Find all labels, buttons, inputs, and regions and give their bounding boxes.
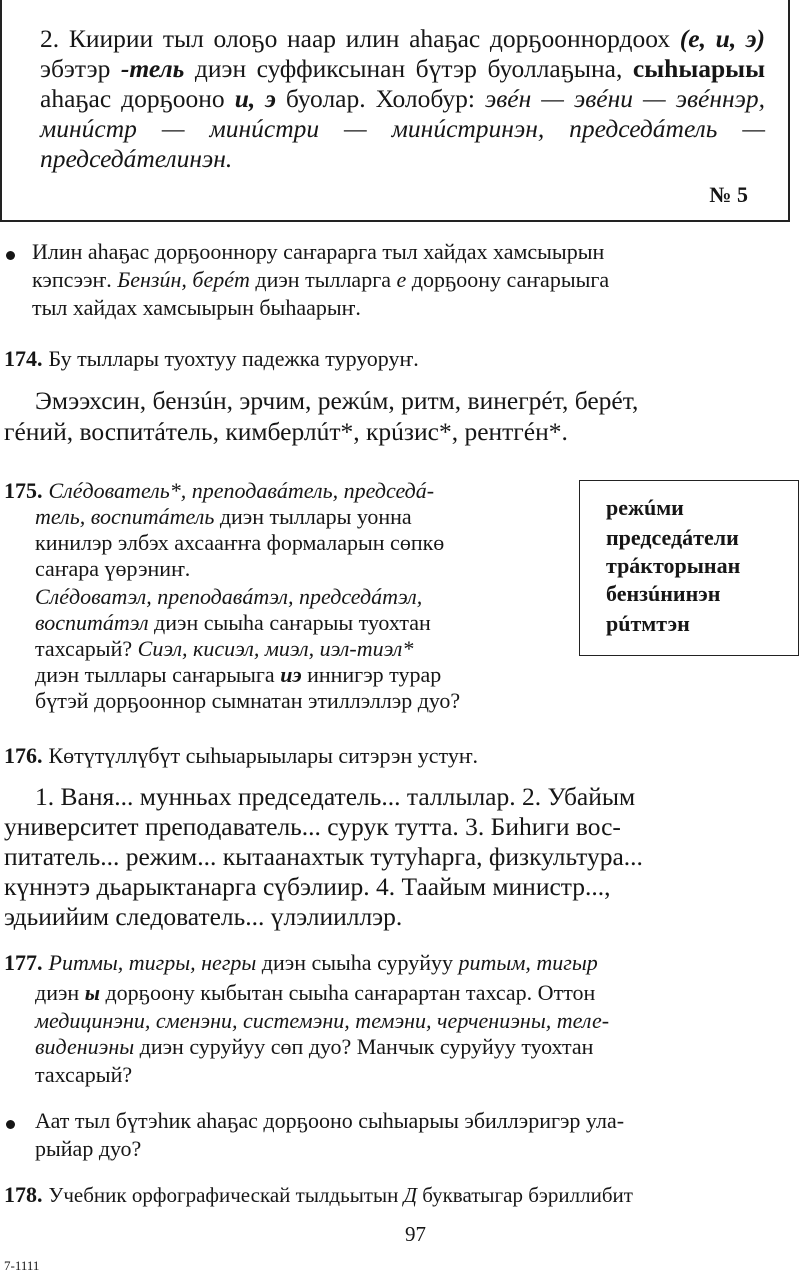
bullet-2-line-2: рыйар дуо?	[35, 1136, 142, 1161]
exercise-178-line-1: 178. Учебник орфографическай тылдьытын Д букватыгар бэриллибит	[4, 1182, 633, 1207]
exercise-174-task: 174. Бу тыллары туохтуу падежка туруоруҥ.	[4, 346, 419, 371]
exercise-176-line-3: питатель... режим... кытаанахтык тутуһарга, физкультура...	[4, 842, 643, 871]
exercise-177-line-4: видениэны диэн суруйуу сөп дуо? Манчык суруйуу туохтан	[35, 1034, 594, 1059]
exercise-175-line-5: Слéдоватэл, преподавáтэл, председáтэл,	[35, 584, 423, 609]
word-box-item: трáкторынан	[606, 553, 741, 578]
bullet-dot	[6, 251, 15, 260]
bullet-2-line-1: Аат тыл бүтэһик аһаҕас дорҕооно сыһыарыы эбиллэригэр ула-	[35, 1108, 625, 1133]
exercise-175-line-1: 175. Слéдователь*, преподавáтель, председá-	[4, 478, 435, 503]
rule-text: 2. Киирии тыл олоҕо наар илин аһаҕас дорҕооннордоох (е, и, э) эбэтэр -тель диэн суффиксынан бүтэр буоллаҕына, сыһыарыы аһаҕас дорҕооно и, э буолар. Холобур: эвéн — эвéни — эвéннэр, минúстр — минúстри — минúстринэн, председáтель — председáтелинэн.	[40, 24, 765, 173]
exercise-176-task: 176. Көтүтүллүбүт сыһыарыылары ситэрэн устуҥ.	[4, 743, 479, 768]
exercise-175-line-4: саҥара үөрэниҥ.	[35, 556, 191, 581]
exercise-174-line-2: гéний, воспитáтель, кимберлúт*, крúзис*, рентгéн*.	[4, 417, 568, 446]
exercise-176-line-1: 1. Ваня... мунньах председатель... таллылар. 2. Убайым	[35, 782, 636, 811]
word-box-item: бензúнинэн	[606, 581, 721, 606]
bullet-1-line-3: тыл хайдах хамсыырын быһаарыҥ.	[32, 295, 361, 320]
exercise-176-line-4: күннэтэ дьарыктанарга сүбэлиир. 4. Таайым министр...,	[4, 872, 611, 901]
exercise-175-line-2: тель, воспитáтель диэн тыллары уонна	[35, 504, 412, 529]
exercise-175-line-8: диэн тыллары саҥарыыга иэ иннигэр турар	[35, 662, 442, 687]
word-box-item: рúтмтэн	[606, 611, 690, 636]
exercise-176-line-5: эдьиийим следователь... үлэлииллэр.	[4, 902, 403, 931]
exercise-174-line-1: Эмээхсин, бензúн, эрчим, режúм, ритм, винегрéт, берéт,	[35, 386, 639, 415]
bullet-dot	[6, 1120, 15, 1129]
exercise-177-line-2: диэн ы дорҕоону кыбытан сыыһа саҥарартан тахсар. Оттон	[35, 980, 596, 1005]
exercise-175-line-7: тахсарый? Сиэл, кисиэл, миэл, иэл-тиэл*	[35, 636, 414, 661]
exercise-177-line-3: медицинэни, сменэни, системэни, темэни, черчениэны, теле-	[35, 1008, 610, 1033]
exercise-177-line-5: тахсарый?	[35, 1062, 133, 1087]
exercise-177-line-1: 177. Ритмы, тигры, негры диэн сыыһа суруйуу ритым, тигыр	[4, 950, 598, 975]
exercise-176-line-2: университет преподаватель... сурук тутта. 3. Биһиги вос-	[4, 812, 621, 841]
exercise-175-line-9: бүтэй дорҕооннор сымнатан этиллэллэр дуо?	[35, 688, 461, 713]
printer-signature: 7-1111	[4, 1258, 40, 1273]
word-box-item: режúми	[606, 495, 684, 520]
rule-number: № 5	[709, 182, 748, 207]
word-box	[579, 480, 799, 656]
word-box-item: председáтели	[606, 525, 739, 550]
bullet-1-line-2: кэпсээҥ. Бензúн, берéт диэн тылларга е дорҕоону саҥарыыга	[32, 267, 610, 292]
exercise-175-line-6: воспитáтэл диэн сыыһа саҥарыы туохтан	[35, 610, 431, 635]
page-number: 97	[405, 1222, 426, 1246]
bullet-1-line-1: Илин аһаҕас дорҕооннору саҥарарга тыл хайдах хамсыырын	[32, 239, 605, 264]
exercise-175-line-3: кинилэр элбэх ахсааҥҥа формаларын сөпкө	[35, 530, 445, 555]
